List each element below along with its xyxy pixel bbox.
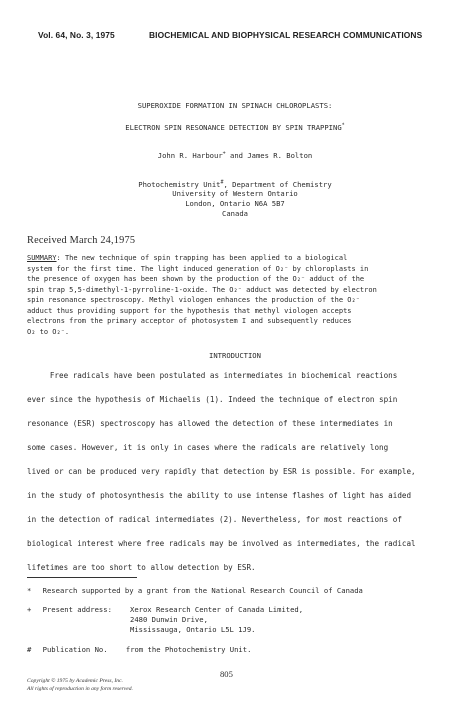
footnote-2-mark: + [27, 605, 32, 614]
title-line-2 [0, 123, 470, 132]
copyright-line-1: Copyright © 1975 by Academic Press, Inc. [27, 678, 123, 684]
body-line: lifetimes are too short to allow detection by ESR. [27, 563, 256, 572]
summary-line: O₂ to O₂⁻. [27, 327, 70, 336]
footnote-3-text: from the Photochemistry Unit. [125, 645, 252, 654]
title-footnote-mark: * [341, 122, 345, 129]
running-header [38, 30, 440, 44]
body-line: Free radicals have been postulated as intermediates in biochemical reactions [27, 371, 398, 380]
body-line: in the study of photosynthesis the ability to use intense flashes of light has aided [27, 491, 412, 500]
page-number: 805 [220, 669, 233, 679]
summary-line: system for the first time. The light induced generation of O₂⁻ by chloroplasts in [27, 264, 369, 273]
affiliation-footnote-mark: # [220, 179, 224, 186]
affiliation-line-3: London, Ontario N6A 5B7 [185, 199, 285, 208]
affiliation-unit: Photochemistry Unit [138, 180, 221, 189]
footnote-2-address-3: Mississauga, Ontario L5L 1J9. [130, 625, 256, 634]
body-line: ever since the hypothesis of Michaelis (1). Indeed the technique of electron spin [27, 395, 398, 404]
body-line: biological interest where free radicals may be involved as intermediates, the radical [27, 539, 416, 548]
affiliation-department: , Department of Chemistry [223, 180, 332, 189]
footnote-1-text: Research supported by a grant from the National Research Council of Canada [42, 586, 363, 595]
footnote-2-address-1: Xerox Research Center of Canada Limited, [130, 605, 304, 614]
affiliation-line-2: University of Western Ontario [172, 189, 298, 198]
author-2: and James R. Bolton [225, 151, 313, 160]
footnote-1-mark: * [27, 586, 32, 595]
title-line-1 [0, 101, 470, 110]
journal-name: BIOCHEMICAL AND BIOPHYSICAL RESEARCH COMMUNICATIONS [149, 30, 423, 40]
volume-info: Vol. 64, No. 3, 1975 [38, 30, 115, 40]
introduction-heading: INTRODUCTION [209, 351, 261, 360]
summary-label: SUMMARY [27, 254, 57, 262]
summary-block [27, 253, 447, 337]
body-line: some cases. However, it is only in cases where the radicals are relatively long [27, 443, 389, 452]
received-date: Received March 24,1975 [27, 235, 136, 246]
author-line [0, 151, 470, 160]
affiliation-line-4: Canada [222, 209, 248, 218]
affiliation-line-1 [0, 180, 470, 189]
summary-line: spin trap 5,5-dimethyl-1-pyrroline-1-oxide. The O₂⁻ adduct was detected by electron [27, 285, 377, 294]
footnote-1 [27, 586, 363, 595]
footnote-rule [27, 577, 137, 578]
body-line: lived or can be produced very rapidly that detection by ESR is possible. For example, [27, 467, 416, 476]
footnote-3-label: Publication No. [42, 645, 108, 654]
summary-line-text: : The new technique of spin trapping has been applied to a biological [56, 254, 348, 262]
author-1-footnote-mark: + [222, 150, 226, 157]
title-line-1-text: SUPEROXIDE FORMATION IN SPINACH CHLOROPLASTS: [137, 101, 333, 110]
summary-line: spin resonance spectroscopy. Methyl viologen enhances the production of the O₂⁻ [27, 296, 360, 304]
body-line: resonance (ESR) spectroscopy has allowed the detection of these intermediates in [27, 419, 393, 428]
copyright-line-2: All rights of reproduction in any form reserved. [27, 686, 133, 692]
footnote-2-address-2: 2480 Dunwin Drive, [130, 615, 208, 624]
summary-line: electrons from the primary acceptor of photosystem I and subsequently reduces [27, 317, 352, 325]
footnote-2 [27, 605, 112, 614]
copyright-notice [27, 677, 133, 693]
summary-line [27, 253, 447, 264]
summary-line: the presence of oxygen has been shown by the production of the O₂⁻ adduct of the [27, 275, 365, 283]
author-1: John R. Harbour [157, 151, 223, 160]
footnote-2-label: Present address: [42, 605, 112, 614]
title-line-2-text: ELECTRON SPIN RESONANCE DETECTION BY SPIN TRAPPING [125, 123, 342, 132]
summary-line: adduct thus providing support for the hypothesis that methyl viologen accepts [27, 306, 352, 315]
footnote-3-mark: # [27, 645, 32, 654]
footnote-3 [27, 645, 251, 654]
body-line: in the detection of radical intermediates (2). Nevertheless, for most reactions of [27, 515, 402, 524]
